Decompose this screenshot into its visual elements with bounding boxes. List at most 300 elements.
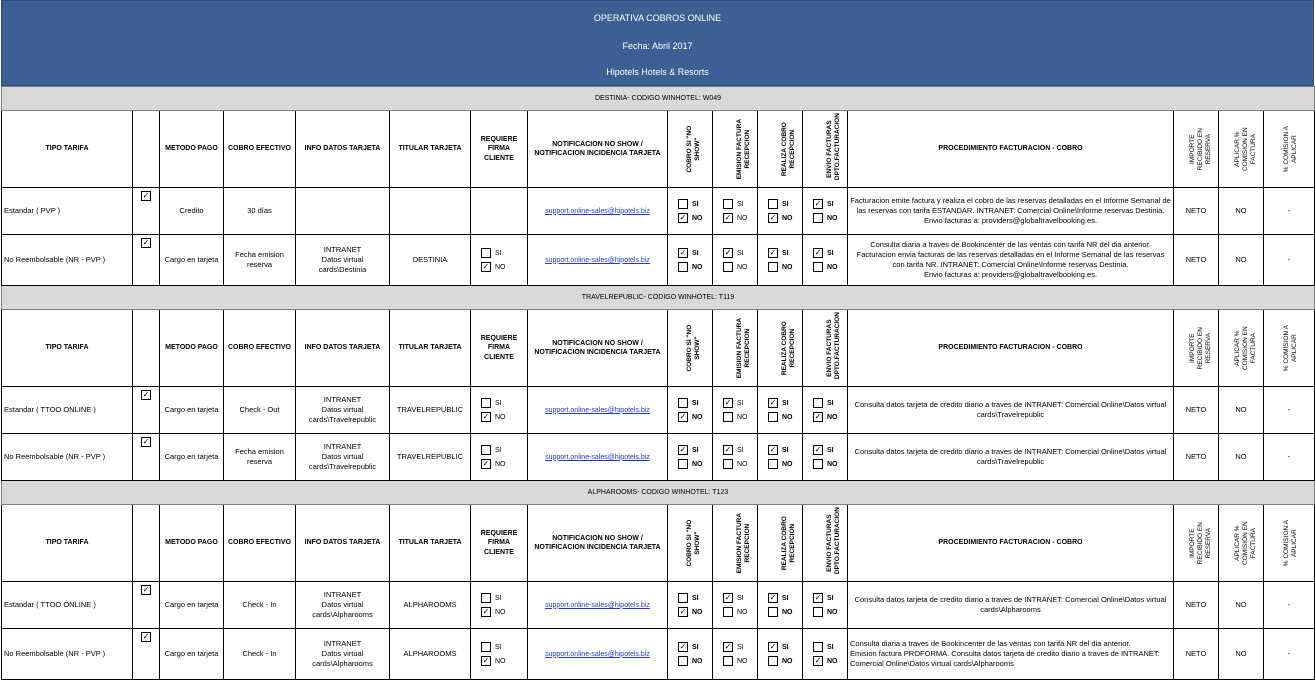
- row-select-checkbox[interactable]: ✓: [142, 191, 150, 201]
- realiza-cobro-no-checkbox[interactable]: [768, 607, 778, 617]
- realiza-cobro-no-option[interactable]: [768, 262, 800, 272]
- envio-facturas-no-option[interactable]: [813, 459, 845, 469]
- cobro-efectivo-cell: Check - In: [224, 582, 296, 629]
- metodo-pago-cell: Cargo en tarjeta: [160, 387, 224, 434]
- realiza-cobro-si-checkbox[interactable]: ✓: [769, 248, 777, 257]
- emision-factura-options: [715, 593, 755, 617]
- comision-cell: -: [1264, 629, 1315, 680]
- info-tarjeta-cell: INTRANET Datos virtual cards\Alpharooms: [296, 629, 390, 680]
- emision-factura-no-option[interactable]: [723, 412, 755, 422]
- cobro-no-show-si-checkbox[interactable]: [678, 199, 688, 209]
- envio-facturas-si-label: SI: [827, 643, 834, 651]
- importe-cell: NETO: [1174, 434, 1219, 481]
- firma-no-label: NO: [495, 413, 506, 421]
- header-metodo-pago: METODO PAGO: [160, 505, 224, 582]
- realiza-cobro-no-option[interactable]: [768, 656, 800, 666]
- firma-si-option[interactable]: [481, 248, 525, 258]
- cobro-no-show-si-checkbox[interactable]: [678, 398, 688, 408]
- envio-facturas-si-checkbox[interactable]: ✓: [814, 593, 822, 602]
- firma-cell: [471, 434, 528, 481]
- firma-no-checkbox[interactable]: ✓: [482, 607, 490, 616]
- envio-facturas-si-option[interactable]: [813, 199, 845, 209]
- emision-factura-cell: [713, 387, 758, 434]
- emision-factura-no-checkbox[interactable]: ✓: [724, 213, 732, 222]
- row-select-checkbox[interactable]: ✓: [142, 632, 150, 642]
- firma-si-option[interactable]: [481, 593, 525, 603]
- realiza-cobro-options: [760, 642, 800, 666]
- header-aplicar-comision: APLICAR % COMISION EN FACTURA: [1219, 505, 1264, 582]
- envio-facturas-si-label: SI: [827, 200, 834, 208]
- comision-cell: -: [1264, 434, 1315, 481]
- emision-factura-no-option[interactable]: [723, 459, 755, 469]
- realiza-cobro-no-checkbox[interactable]: [768, 459, 778, 469]
- realiza-cobro-si-checkbox[interactable]: [768, 199, 778, 209]
- realiza-cobro-si-option[interactable]: [768, 199, 800, 209]
- row-select-checkbox[interactable]: ✓: [142, 585, 150, 595]
- realiza-cobro-si-checkbox[interactable]: ✓: [769, 445, 777, 454]
- envio-facturas-si-checkbox[interactable]: ✓: [814, 199, 822, 208]
- realiza-cobro-no-checkbox[interactable]: [768, 412, 778, 422]
- aplicar-comision-cell: NO: [1219, 582, 1264, 629]
- row-select-cell[interactable]: [133, 188, 160, 235]
- firma-si-option[interactable]: [481, 398, 525, 408]
- cobro-no-show-no-option[interactable]: [678, 412, 710, 422]
- envio-facturas-no-option[interactable]: [813, 656, 845, 666]
- titular-cell: TRAVELREPUBLIC: [390, 434, 471, 481]
- envio-facturas-no-label: NO: [827, 657, 838, 665]
- firma-si-checkbox[interactable]: [481, 248, 491, 258]
- firma-no-label: NO: [495, 608, 506, 616]
- realiza-cobro-si-label: SI: [782, 643, 789, 651]
- firma-si-option[interactable]: [481, 445, 525, 455]
- envio-facturas-options: [805, 248, 845, 272]
- header-titular-tarjeta: TITULAR TARJETA: [390, 111, 471, 188]
- cobro-no-show-si-option[interactable]: [678, 445, 710, 455]
- firma-no-checkbox[interactable]: ✓: [482, 412, 490, 421]
- cobro-no-show-si-label: SI: [692, 399, 699, 407]
- realiza-cobro-no-label: NO: [782, 214, 793, 222]
- emision-factura-no-checkbox[interactable]: [723, 262, 733, 272]
- cobro-no-show-si-checkbox[interactable]: ✓: [679, 445, 687, 454]
- firma-no-option[interactable]: [481, 656, 525, 666]
- email-cell[interactable]: [528, 387, 668, 434]
- cobro-no-show-si-checkbox[interactable]: [678, 593, 688, 603]
- cobro-no-show-options: [670, 642, 710, 666]
- realiza-cobro-no-option[interactable]: [768, 412, 800, 422]
- envio-facturas-si-option[interactable]: [813, 398, 845, 408]
- realiza-cobro-no-checkbox[interactable]: [768, 656, 778, 666]
- header-cobro-efectivo: COBRO EFECTIVO: [224, 505, 296, 582]
- envio-facturas-si-label: SI: [827, 446, 834, 454]
- procedimiento-cell: Consulta datos tarjeta de credito diario a traves de INTRANET: Comercial Online\Datos virtual cards\Travelrepublic: [848, 387, 1174, 434]
- tipo-tarifa-cell: No Reembolsable (NR - PVP ): [2, 235, 133, 286]
- info-tarjeta-cell: INTRANET Datos virtual cards\Alpharooms: [296, 582, 390, 629]
- emision-factura-no-checkbox[interactable]: [723, 412, 733, 422]
- firma-options: [473, 593, 525, 617]
- header-envio-facturas: ENVIO FACTURAS DPTO.FACTURACION: [803, 505, 848, 582]
- table-row: [2, 629, 1315, 680]
- cobro-no-show-si-label: SI: [692, 643, 699, 651]
- envio-facturas-no-checkbox[interactable]: [813, 607, 823, 617]
- firma-no-checkbox[interactable]: ✓: [482, 459, 490, 468]
- notification-email-link[interactable]: support.online-sales@hipotels.biz: [545, 650, 650, 658]
- emision-factura-si-label: SI: [737, 446, 744, 454]
- procedimiento-cell: Consulta datos tarjeta de credito diario a traves de INTRANET: Comercial Online\Datos virtual cards\Travelrepublic: [848, 434, 1174, 481]
- comision-cell: -: [1264, 387, 1315, 434]
- cobro-no-show-no-checkbox[interactable]: ✓: [679, 213, 687, 222]
- importe-cell: NETO: [1174, 629, 1219, 680]
- envio-facturas-options: [805, 445, 845, 469]
- aplicar-comision-cell: NO: [1219, 387, 1264, 434]
- emision-factura-si-option[interactable]: [723, 199, 755, 209]
- cobro-no-show-no-checkbox[interactable]: [678, 262, 688, 272]
- procedimiento-cell: Facturacion emite factura y realiza el cobro de las reservas detalladas en el Informe Semanal de las reservas con tarifa ESTANDAR. INTRANET: Comercial Online\Informe reservas Destinia. Envio facturas a: providers@globaltravelbooking.es.: [848, 188, 1174, 235]
- cobro-efectivo-cell: Fecha emision reserva: [224, 235, 296, 286]
- envio-facturas-cell: [803, 629, 848, 680]
- firma-si-label: SI: [495, 399, 502, 407]
- tipo-tarifa-cell: Estandar ( PVP ): [2, 188, 133, 235]
- column-header-row: [2, 111, 1315, 188]
- email-cell[interactable]: [528, 235, 668, 286]
- header-cobro-no-show: COBRO SI "NO SHOW": [668, 111, 713, 188]
- cobro-no-show-no-label: NO: [692, 413, 703, 421]
- firma-no-label: NO: [495, 657, 506, 665]
- emision-factura-options: [715, 398, 755, 422]
- email-cell[interactable]: [528, 434, 668, 481]
- table-row: [2, 188, 1315, 235]
- emision-factura-options: [715, 199, 755, 223]
- procedimiento-cell: Consulta diaria a traves de Bookincenter de las ventas con tarifa NR del dia anterior. Facturacion envia facturas de las reservas detalladas en el Informe Semanal de las reservas con tarifa NR. INTRANET: Comercial Online\Informe reservas Destinia. Envio facturas a: providers@globaltravelbooking.es.: [848, 235, 1174, 286]
- realiza-cobro-no-option[interactable]: [768, 607, 800, 617]
- header-requiere-firma: REQUIERE FIRMA CLIENTE: [471, 505, 528, 582]
- realiza-cobro-cell: [758, 629, 803, 680]
- firma-no-option[interactable]: [481, 412, 525, 422]
- emision-factura-no-checkbox[interactable]: [723, 459, 733, 469]
- header-realiza-cobro: REALIZA COBRO RECEPCION: [758, 111, 803, 188]
- firma-si-label: SI: [495, 643, 502, 651]
- envio-facturas-no-option[interactable]: [813, 607, 845, 617]
- emision-factura-si-label: SI: [737, 643, 744, 651]
- emision-factura-si-label: SI: [737, 200, 744, 208]
- header-blank: [133, 310, 160, 387]
- cobro-efectivo-cell: Fecha emision reserva: [224, 434, 296, 481]
- envio-facturas-cell: [803, 582, 848, 629]
- cobro-no-show-si-option[interactable]: [678, 593, 710, 603]
- envio-facturas-no-label: NO: [827, 214, 838, 222]
- report-title: OPERATIVA COBROS ONLINE: [593, 13, 722, 23]
- notification-email-link[interactable]: support.online-sales@hipotels.biz: [545, 256, 650, 264]
- firma-si-checkbox[interactable]: [481, 445, 491, 455]
- header-realiza-cobro: REALIZA COBRO RECEPCION: [758, 505, 803, 582]
- envio-facturas-si-checkbox[interactable]: ✓: [814, 248, 822, 257]
- envio-facturas-si-checkbox[interactable]: [813, 398, 823, 408]
- realiza-cobro-cell: [758, 188, 803, 235]
- emision-factura-no-label: NO: [737, 460, 748, 468]
- table-row: [2, 582, 1315, 629]
- firma-si-label: SI: [495, 594, 502, 602]
- cobro-no-show-cell: [668, 387, 713, 434]
- envio-facturas-no-option[interactable]: [813, 412, 845, 422]
- table-row: [2, 434, 1315, 481]
- titular-cell: ALPHAROOMS: [390, 629, 471, 680]
- notification-email-link[interactable]: support.online-sales@hipotels.biz: [545, 601, 650, 609]
- comision-cell: -: [1264, 582, 1315, 629]
- emision-factura-si-checkbox[interactable]: ✓: [724, 248, 732, 257]
- realiza-cobro-si-label: SI: [782, 249, 789, 257]
- header-importe-recibido: IMPORTE RECIBIDO EN RESERVA: [1174, 310, 1219, 387]
- header-envio-facturas: ENVIO FACTURAS DPTO.FACTURACION: [803, 111, 848, 188]
- firma-si-checkbox[interactable]: [481, 398, 491, 408]
- realiza-cobro-options: [760, 248, 800, 272]
- row-select-checkbox[interactable]: ✓: [142, 390, 150, 400]
- emision-factura-si-checkbox[interactable]: [723, 199, 733, 209]
- cobro-no-show-no-option[interactable]: [678, 213, 710, 223]
- cobro-no-show-no-option[interactable]: [678, 459, 710, 469]
- row-select-cell[interactable]: [133, 387, 160, 434]
- firma-si-label: SI: [495, 249, 502, 257]
- row-select-cell[interactable]: [133, 235, 160, 286]
- firma-si-checkbox[interactable]: [481, 642, 491, 652]
- cobro-efectivo-cell: 30 días: [224, 188, 296, 235]
- emision-factura-no-option[interactable]: [723, 607, 755, 617]
- cobro-no-show-no-checkbox[interactable]: [678, 656, 688, 666]
- emision-factura-si-label: SI: [737, 249, 744, 257]
- envio-facturas-si-option[interactable]: [813, 642, 845, 652]
- header-comision-aplicar: % COMISION A APLICAR: [1264, 505, 1315, 582]
- cobro-no-show-no-label: NO: [692, 657, 703, 665]
- header-metodo-pago: METODO PAGO: [160, 111, 224, 188]
- email-cell[interactable]: [528, 188, 668, 235]
- realiza-cobro-si-option[interactable]: [768, 593, 800, 603]
- cobro-no-show-no-checkbox[interactable]: ✓: [679, 412, 687, 421]
- cobro-no-show-no-label: NO: [692, 263, 703, 271]
- emision-factura-si-option[interactable]: [723, 642, 755, 652]
- row-select-checkbox[interactable]: ✓: [142, 238, 150, 248]
- realiza-cobro-cell: [758, 387, 803, 434]
- report-date: Fecha: Abril 2017: [622, 41, 693, 51]
- cobro-no-show-si-label: SI: [692, 594, 699, 602]
- envio-facturas-cell: [803, 434, 848, 481]
- metodo-pago-cell: Credito: [160, 188, 224, 235]
- firma-no-label: NO: [495, 263, 506, 271]
- procedimiento-cell: Consulta diaria a traves de Bookincenter de las ventas con tarifa NR del dia anterior. Emision factura PROFORMA. Consulta datos tarjeta de credito diario a traves de INTRANET: Comercial Online\Datos virtual cards\Alpharooms: [848, 629, 1174, 680]
- cobro-no-show-options: [670, 593, 710, 617]
- firma-no-option[interactable]: [481, 459, 525, 469]
- envio-facturas-no-checkbox[interactable]: [813, 262, 823, 272]
- emision-factura-no-label: NO: [737, 608, 748, 616]
- cobro-no-show-cell: [668, 188, 713, 235]
- envio-facturas-cell: [803, 387, 848, 434]
- realiza-cobro-cell: [758, 235, 803, 286]
- firma-no-checkbox[interactable]: ✓: [482, 656, 490, 665]
- email-cell[interactable]: [528, 582, 668, 629]
- metodo-pago-cell: Cargo en tarjeta: [160, 629, 224, 680]
- emision-factura-si-option[interactable]: [723, 593, 755, 603]
- realiza-cobro-si-option[interactable]: [768, 398, 800, 408]
- emision-factura-si-option[interactable]: [723, 248, 755, 258]
- column-header-row: [2, 310, 1315, 387]
- header-comision-aplicar: % COMISION A APLICAR: [1264, 111, 1315, 188]
- envio-facturas-si-checkbox[interactable]: ✓: [814, 445, 822, 454]
- notification-email-link[interactable]: support.online-sales@hipotels.biz: [545, 406, 650, 414]
- cobro-no-show-cell: [668, 629, 713, 680]
- cobro-no-show-si-option[interactable]: [678, 398, 710, 408]
- row-select-checkbox[interactable]: ✓: [142, 437, 150, 447]
- envio-facturas-no-checkbox[interactable]: [813, 459, 823, 469]
- metodo-pago-cell: Cargo en tarjeta: [160, 235, 224, 286]
- emision-factura-no-option[interactable]: [723, 213, 755, 223]
- envio-facturas-no-checkbox[interactable]: [813, 213, 823, 223]
- cobro-no-show-si-option[interactable]: [678, 248, 710, 258]
- cobro-no-show-si-option[interactable]: [678, 199, 710, 209]
- firma-si-option[interactable]: [481, 642, 525, 652]
- emision-factura-no-label: NO: [737, 657, 748, 665]
- realiza-cobro-si-label: SI: [782, 446, 789, 454]
- firma-no-option[interactable]: [481, 607, 525, 617]
- cobro-no-show-options: [670, 248, 710, 272]
- firma-cell: [471, 188, 528, 235]
- envio-facturas-si-label: SI: [827, 249, 834, 257]
- realiza-cobro-no-label: NO: [782, 413, 793, 421]
- envio-facturas-no-option[interactable]: [813, 262, 845, 272]
- cobro-efectivo-cell: Check - Out: [224, 387, 296, 434]
- header-cobro-efectivo: COBRO EFECTIVO: [224, 111, 296, 188]
- emision-factura-si-checkbox[interactable]: ✓: [724, 445, 732, 454]
- emision-factura-cell: [713, 629, 758, 680]
- cobro-no-show-no-checkbox[interactable]: ✓: [679, 607, 687, 616]
- realiza-cobro-options: [760, 593, 800, 617]
- realiza-cobro-si-option[interactable]: [768, 642, 800, 652]
- table-row: [2, 387, 1315, 434]
- row-select-cell[interactable]: [133, 582, 160, 629]
- header-aplicar-comision: APLICAR % COMISION EN FACTURA: [1219, 310, 1264, 387]
- cobro-no-show-si-checkbox[interactable]: ✓: [679, 248, 687, 257]
- emision-factura-no-checkbox[interactable]: [723, 656, 733, 666]
- header-emision-factura: EMISION FACTURA RECEPCION: [713, 310, 758, 387]
- realiza-cobro-cell: [758, 434, 803, 481]
- header-realiza-cobro: REALIZA COBRO RECEPCION: [758, 310, 803, 387]
- importe-cell: NETO: [1174, 188, 1219, 235]
- header-notificacion: NOTIFICACION NO SHOW / NOTIFICACION INCIDENCIA TARJETA: [528, 310, 668, 387]
- firma-options: [473, 248, 525, 272]
- realiza-cobro-si-option[interactable]: [768, 445, 800, 455]
- realiza-cobro-no-checkbox[interactable]: ✓: [769, 213, 777, 222]
- email-cell[interactable]: [528, 629, 668, 680]
- emision-factura-si-option[interactable]: [723, 445, 755, 455]
- envio-facturas-no-label: NO: [827, 608, 838, 616]
- firma-no-option[interactable]: [481, 262, 525, 272]
- section-title: TRAVELREPUBLIC- CODIGO WINHOTEL: T119: [2, 286, 1315, 310]
- importe-cell: NETO: [1174, 235, 1219, 286]
- realiza-cobro-no-option[interactable]: [768, 459, 800, 469]
- firma-options: [473, 642, 525, 666]
- emision-factura-no-label: NO: [737, 214, 748, 222]
- aplicar-comision-cell: NO: [1219, 235, 1264, 286]
- envio-facturas-cell: [803, 188, 848, 235]
- realiza-cobro-no-option[interactable]: [768, 213, 800, 223]
- cobro-no-show-si-checkbox[interactable]: ✓: [679, 642, 687, 651]
- envio-facturas-options: [805, 199, 845, 223]
- envio-facturas-no-checkbox[interactable]: ✓: [814, 656, 822, 665]
- firma-si-label: SI: [495, 446, 502, 454]
- header-comision-aplicar: % COMISION A APLICAR: [1264, 310, 1315, 387]
- envio-facturas-cell: [803, 235, 848, 286]
- emision-factura-options: [715, 248, 755, 272]
- realiza-cobro-si-option[interactable]: [768, 248, 800, 258]
- emision-factura-si-checkbox[interactable]: ✓: [724, 593, 732, 602]
- envio-facturas-no-checkbox[interactable]: ✓: [814, 412, 822, 421]
- cobro-no-show-no-option[interactable]: [678, 262, 710, 272]
- realiza-cobro-no-checkbox[interactable]: [768, 262, 778, 272]
- header-info-datos-tarjeta: INFO DATOS TARJETA: [296, 111, 390, 188]
- tipo-tarifa-cell: Estandar ( TTOO ONLINE ): [2, 582, 133, 629]
- cobro-no-show-si-option[interactable]: [678, 642, 710, 652]
- emision-factura-si-checkbox[interactable]: ✓: [724, 398, 732, 407]
- realiza-cobro-si-checkbox[interactable]: ✓: [769, 593, 777, 602]
- envio-facturas-no-label: NO: [827, 460, 838, 468]
- realiza-cobro-si-checkbox[interactable]: ✓: [769, 398, 777, 407]
- header-metodo-pago: METODO PAGO: [160, 310, 224, 387]
- firma-no-checkbox[interactable]: ✓: [482, 262, 490, 271]
- cobro-no-show-no-checkbox[interactable]: [678, 459, 688, 469]
- header-cobro-no-show: COBRO SI "NO SHOW": [668, 310, 713, 387]
- realiza-cobro-options: [760, 445, 800, 469]
- header-cobro-no-show: COBRO SI "NO SHOW": [668, 505, 713, 582]
- emision-factura-options: [715, 445, 755, 469]
- envio-facturas-no-option[interactable]: [813, 213, 845, 223]
- header-procedimiento: PROCEDIMIENTO FACTURACION - COBRO: [848, 505, 1174, 582]
- row-select-cell[interactable]: [133, 629, 160, 680]
- realiza-cobro-si-checkbox[interactable]: ✓: [769, 642, 777, 651]
- emision-factura-si-checkbox[interactable]: ✓: [724, 642, 732, 651]
- tipo-tarifa-cell: Estandar ( TTOO ONLINE ): [2, 387, 133, 434]
- info-tarjeta-cell: INTRANET Datos virtual cards\Destinia: [296, 235, 390, 286]
- tipo-tarifa-cell: No Reembolsable (NR - PVP ): [2, 629, 133, 680]
- titular-cell: DESTINIA: [390, 235, 471, 286]
- tipo-tarifa-cell: No Reembolsable (NR - PVP ): [2, 434, 133, 481]
- cobro-no-show-options: [670, 445, 710, 469]
- envio-facturas-si-option[interactable]: [813, 248, 845, 258]
- emision-factura-no-option[interactable]: [723, 656, 755, 666]
- cobro-no-show-no-label: NO: [692, 608, 703, 616]
- emision-factura-no-option[interactable]: [723, 262, 755, 272]
- emision-factura-si-option[interactable]: [723, 398, 755, 408]
- cobro-no-show-no-option[interactable]: [678, 656, 710, 666]
- header-requiere-firma: REQUIERE FIRMA CLIENTE: [471, 310, 528, 387]
- firma-cell: [471, 387, 528, 434]
- aplicar-comision-cell: NO: [1219, 434, 1264, 481]
- cobro-no-show-si-label: SI: [692, 446, 699, 454]
- notification-email-link[interactable]: support.online-sales@hipotels.biz: [545, 453, 650, 461]
- notification-email-link[interactable]: support.online-sales@hipotels.biz: [545, 207, 650, 215]
- firma-cell: [471, 629, 528, 680]
- firma-si-checkbox[interactable]: [481, 593, 491, 603]
- cobro-no-show-no-option[interactable]: [678, 607, 710, 617]
- envio-facturas-si-checkbox[interactable]: [813, 642, 823, 652]
- realiza-cobro-no-label: NO: [782, 657, 793, 665]
- emision-factura-no-label: NO: [737, 413, 748, 421]
- section-header: [2, 286, 1315, 310]
- table-row: [2, 235, 1315, 286]
- emision-factura-no-checkbox[interactable]: [723, 607, 733, 617]
- envio-facturas-si-option[interactable]: [813, 593, 845, 603]
- info-tarjeta-cell: [296, 188, 390, 235]
- row-select-cell[interactable]: [133, 434, 160, 481]
- envio-facturas-si-option[interactable]: [813, 445, 845, 455]
- header-tipo-tarifa: TIPO TARIFA: [2, 505, 133, 582]
- section-header: [2, 481, 1315, 505]
- header-info-datos-tarjeta: INFO DATOS TARJETA: [296, 505, 390, 582]
